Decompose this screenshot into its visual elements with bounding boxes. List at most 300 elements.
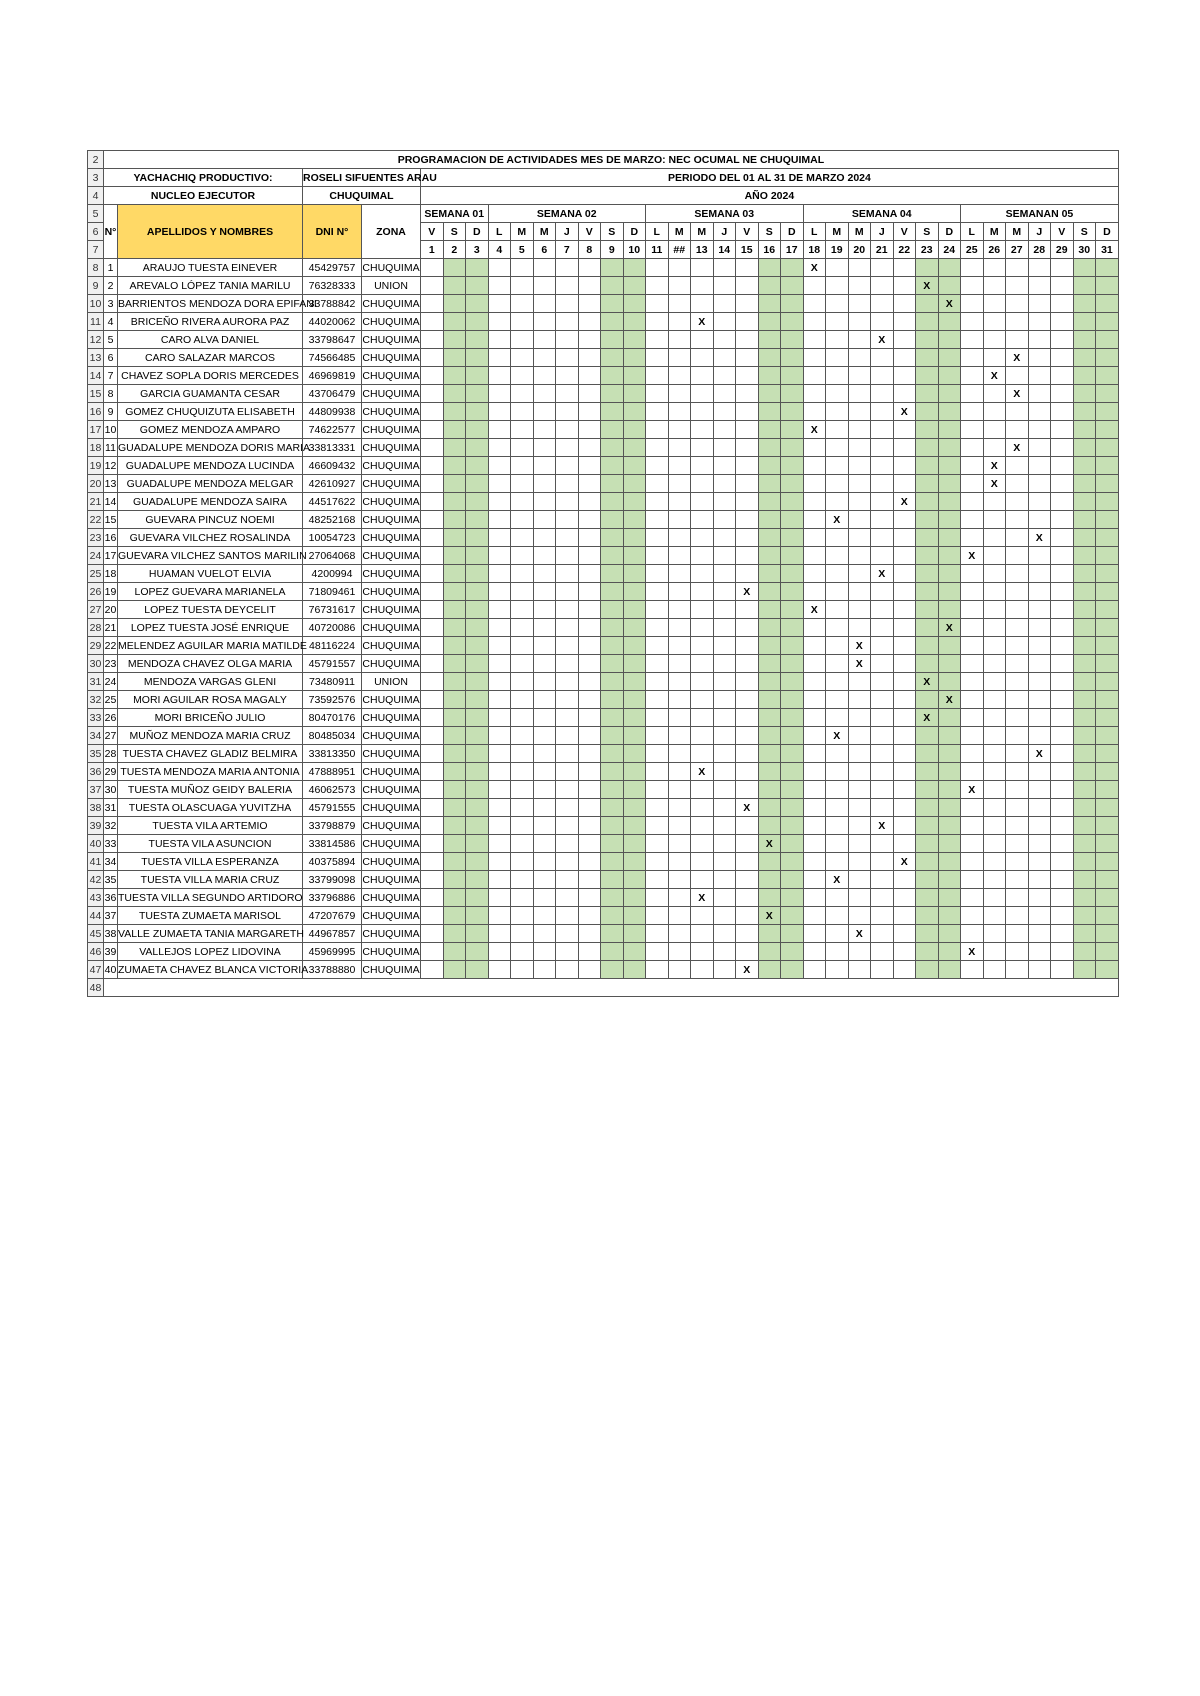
participant-name[interactable]: ZUMAETA CHAVEZ BLANCA VICTORIA — [118, 961, 303, 979]
day-cell[interactable] — [1073, 961, 1096, 979]
activity-mark[interactable]: X — [803, 601, 826, 619]
row-number[interactable]: 35 — [88, 745, 104, 763]
day-cell[interactable] — [736, 367, 759, 385]
day-cell[interactable] — [646, 457, 669, 475]
day-cell[interactable] — [1073, 493, 1096, 511]
day-cell[interactable] — [646, 439, 669, 457]
day-cell[interactable] — [713, 691, 736, 709]
day-cell[interactable] — [758, 421, 781, 439]
day-cell[interactable] — [803, 799, 826, 817]
participant-number[interactable]: 2 — [104, 277, 118, 295]
day-cell[interactable] — [1073, 457, 1096, 475]
day-cell[interactable] — [1028, 421, 1051, 439]
day-cell[interactable] — [646, 727, 669, 745]
participant-number[interactable]: 12 — [104, 457, 118, 475]
day-cell[interactable] — [1028, 259, 1051, 277]
day-cell[interactable] — [713, 763, 736, 781]
day-cell[interactable] — [646, 655, 669, 673]
day-cell[interactable] — [713, 637, 736, 655]
day-cell[interactable] — [488, 709, 511, 727]
day-cell[interactable] — [511, 403, 534, 421]
day-cell[interactable] — [443, 961, 466, 979]
day-cell[interactable] — [1073, 313, 1096, 331]
day-cell[interactable] — [758, 259, 781, 277]
day-cell[interactable] — [466, 313, 489, 331]
day-cell[interactable] — [713, 547, 736, 565]
day-cell[interactable] — [1051, 763, 1074, 781]
activity-mark[interactable]: X — [961, 547, 984, 565]
day-cell[interactable] — [826, 943, 849, 961]
day-cell[interactable] — [1006, 853, 1029, 871]
day-cell[interactable] — [1096, 313, 1119, 331]
participant-dni[interactable]: 43706479 — [303, 385, 362, 403]
day-cell[interactable] — [511, 583, 534, 601]
day-number[interactable]: 17 — [781, 241, 804, 259]
day-cell[interactable] — [983, 889, 1006, 907]
day-cell[interactable] — [938, 529, 961, 547]
day-cell[interactable] — [601, 655, 624, 673]
participant-name[interactable]: LOPEZ TUESTA DEYCELIT — [118, 601, 303, 619]
day-cell[interactable] — [488, 457, 511, 475]
day-cell[interactable] — [803, 727, 826, 745]
day-cell[interactable] — [826, 331, 849, 349]
day-cell[interactable] — [578, 925, 601, 943]
day-cell[interactable] — [511, 529, 534, 547]
day-cell[interactable] — [1006, 637, 1029, 655]
day-cell[interactable] — [601, 727, 624, 745]
day-cell[interactable] — [916, 385, 939, 403]
day-cell[interactable] — [871, 925, 894, 943]
day-cell[interactable] — [691, 583, 714, 601]
day-cell[interactable] — [1051, 727, 1074, 745]
empty-row[interactable] — [104, 979, 1119, 997]
day-cell[interactable] — [803, 889, 826, 907]
day-cell[interactable] — [466, 835, 489, 853]
day-cell[interactable] — [983, 961, 1006, 979]
day-cell[interactable] — [871, 709, 894, 727]
row-number[interactable]: 39 — [88, 817, 104, 835]
day-number[interactable]: 6 — [533, 241, 556, 259]
participant-dni[interactable]: 45791557 — [303, 655, 362, 673]
day-cell[interactable] — [646, 691, 669, 709]
day-cell[interactable] — [736, 295, 759, 313]
day-cell[interactable] — [961, 673, 984, 691]
day-cell[interactable] — [691, 817, 714, 835]
day-cell[interactable] — [781, 439, 804, 457]
day-letter[interactable]: D — [623, 223, 646, 241]
day-cell[interactable] — [758, 457, 781, 475]
day-cell[interactable] — [668, 709, 691, 727]
day-cell[interactable] — [623, 871, 646, 889]
participant-number[interactable]: 20 — [104, 601, 118, 619]
day-cell[interactable] — [1051, 799, 1074, 817]
day-cell[interactable] — [601, 367, 624, 385]
day-cell[interactable] — [871, 763, 894, 781]
day-cell[interactable] — [1073, 637, 1096, 655]
day-cell[interactable] — [466, 637, 489, 655]
day-cell[interactable] — [466, 367, 489, 385]
day-letter[interactable]: V — [893, 223, 916, 241]
day-cell[interactable] — [1051, 889, 1074, 907]
day-cell[interactable] — [668, 853, 691, 871]
day-cell[interactable] — [578, 511, 601, 529]
activity-mark[interactable]: X — [983, 367, 1006, 385]
day-cell[interactable] — [578, 799, 601, 817]
day-cell[interactable] — [983, 925, 1006, 943]
day-number[interactable]: 11 — [646, 241, 669, 259]
participant-zona[interactable]: CHUQUIMA — [362, 853, 421, 871]
day-cell[interactable] — [1006, 763, 1029, 781]
day-cell[interactable] — [1096, 763, 1119, 781]
day-cell[interactable] — [713, 961, 736, 979]
participant-number[interactable]: 23 — [104, 655, 118, 673]
day-cell[interactable] — [938, 673, 961, 691]
day-cell[interactable] — [1006, 889, 1029, 907]
day-cell[interactable] — [1096, 259, 1119, 277]
day-cell[interactable] — [421, 349, 444, 367]
day-cell[interactable] — [488, 655, 511, 673]
day-cell[interactable] — [1028, 403, 1051, 421]
day-cell[interactable] — [668, 601, 691, 619]
day-cell[interactable] — [736, 457, 759, 475]
day-cell[interactable] — [961, 619, 984, 637]
day-cell[interactable] — [736, 475, 759, 493]
day-cell[interactable] — [511, 511, 534, 529]
day-cell[interactable] — [938, 745, 961, 763]
day-cell[interactable] — [1006, 583, 1029, 601]
day-cell[interactable] — [871, 619, 894, 637]
day-cell[interactable] — [781, 421, 804, 439]
day-cell[interactable] — [803, 385, 826, 403]
day-cell[interactable] — [601, 439, 624, 457]
participant-zona[interactable]: CHUQUIMA — [362, 907, 421, 925]
day-cell[interactable] — [421, 313, 444, 331]
day-cell[interactable] — [556, 385, 579, 403]
day-cell[interactable] — [443, 853, 466, 871]
day-cell[interactable] — [1096, 799, 1119, 817]
day-cell[interactable] — [916, 727, 939, 745]
day-cell[interactable] — [1073, 511, 1096, 529]
day-cell[interactable] — [421, 529, 444, 547]
day-cell[interactable] — [578, 781, 601, 799]
day-cell[interactable] — [803, 637, 826, 655]
row-number[interactable]: 28 — [88, 619, 104, 637]
day-cell[interactable] — [623, 925, 646, 943]
day-cell[interactable] — [533, 367, 556, 385]
row-number[interactable]: 31 — [88, 673, 104, 691]
day-cell[interactable] — [803, 763, 826, 781]
day-cell[interactable] — [691, 403, 714, 421]
day-cell[interactable] — [443, 421, 466, 439]
day-letter[interactable]: J — [871, 223, 894, 241]
day-cell[interactable] — [736, 421, 759, 439]
day-cell[interactable] — [826, 565, 849, 583]
day-cell[interactable] — [961, 511, 984, 529]
day-cell[interactable] — [1028, 493, 1051, 511]
day-cell[interactable] — [961, 349, 984, 367]
participant-number[interactable]: 15 — [104, 511, 118, 529]
day-cell[interactable] — [736, 673, 759, 691]
day-cell[interactable] — [916, 961, 939, 979]
day-cell[interactable] — [803, 835, 826, 853]
day-cell[interactable] — [601, 565, 624, 583]
participant-zona[interactable]: CHUQUIMA — [362, 367, 421, 385]
day-cell[interactable] — [983, 727, 1006, 745]
day-cell[interactable] — [1028, 835, 1051, 853]
day-cell[interactable] — [623, 331, 646, 349]
day-cell[interactable] — [736, 727, 759, 745]
day-cell[interactable] — [646, 763, 669, 781]
participant-zona[interactable]: CHUQUIMA — [362, 745, 421, 763]
day-cell[interactable] — [713, 601, 736, 619]
day-cell[interactable] — [871, 745, 894, 763]
participant-number[interactable]: 30 — [104, 781, 118, 799]
participant-zona[interactable]: CHUQUIMA — [362, 385, 421, 403]
day-cell[interactable] — [1051, 331, 1074, 349]
participant-name[interactable]: MORI AGUILAR ROSA MAGALY — [118, 691, 303, 709]
day-cell[interactable] — [466, 889, 489, 907]
day-cell[interactable] — [758, 439, 781, 457]
day-cell[interactable] — [691, 709, 714, 727]
day-cell[interactable] — [556, 403, 579, 421]
day-cell[interactable] — [1028, 907, 1051, 925]
day-cell[interactable] — [961, 313, 984, 331]
day-cell[interactable] — [668, 313, 691, 331]
row-number[interactable]: 37 — [88, 781, 104, 799]
day-number[interactable]: 9 — [601, 241, 624, 259]
day-number[interactable]: 10 — [623, 241, 646, 259]
day-cell[interactable] — [871, 475, 894, 493]
day-cell[interactable] — [871, 799, 894, 817]
day-cell[interactable] — [421, 799, 444, 817]
activity-mark[interactable]: X — [848, 637, 871, 655]
activity-mark[interactable]: X — [983, 475, 1006, 493]
day-cell[interactable] — [421, 727, 444, 745]
participant-dni[interactable]: 80485034 — [303, 727, 362, 745]
day-cell[interactable] — [758, 709, 781, 727]
day-cell[interactable] — [848, 529, 871, 547]
day-cell[interactable] — [803, 439, 826, 457]
day-cell[interactable] — [713, 313, 736, 331]
day-cell[interactable] — [466, 745, 489, 763]
day-cell[interactable] — [488, 601, 511, 619]
day-cell[interactable] — [938, 403, 961, 421]
day-cell[interactable] — [871, 493, 894, 511]
day-number[interactable]: 18 — [803, 241, 826, 259]
day-cell[interactable] — [871, 511, 894, 529]
participant-name[interactable]: HUAMAN VUELOT ELVIA — [118, 565, 303, 583]
day-cell[interactable] — [848, 745, 871, 763]
day-cell[interactable] — [511, 601, 534, 619]
day-cell[interactable] — [848, 817, 871, 835]
day-cell[interactable] — [511, 763, 534, 781]
day-cell[interactable] — [826, 835, 849, 853]
day-cell[interactable] — [1073, 475, 1096, 493]
day-cell[interactable] — [848, 961, 871, 979]
day-cell[interactable] — [893, 565, 916, 583]
nucleo-value[interactable]: CHUQUIMAL — [303, 187, 421, 205]
day-cell[interactable] — [691, 745, 714, 763]
day-cell[interactable] — [1051, 457, 1074, 475]
day-cell[interactable] — [646, 295, 669, 313]
activity-mark[interactable]: X — [736, 583, 759, 601]
participant-zona[interactable]: CHUQUIMA — [362, 349, 421, 367]
day-cell[interactable] — [578, 745, 601, 763]
participant-name[interactable]: ARAUJO TUESTA EINEVER — [118, 259, 303, 277]
day-cell[interactable] — [601, 943, 624, 961]
day-letter[interactable]: V — [1051, 223, 1074, 241]
day-cell[interactable] — [1096, 853, 1119, 871]
day-number[interactable]: 25 — [961, 241, 984, 259]
day-cell[interactable] — [488, 763, 511, 781]
row-number[interactable]: 26 — [88, 583, 104, 601]
day-cell[interactable] — [1006, 457, 1029, 475]
day-cell[interactable] — [871, 655, 894, 673]
day-cell[interactable] — [691, 349, 714, 367]
participant-name[interactable]: LOPEZ GUEVARA MARIANELA — [118, 583, 303, 601]
day-cell[interactable] — [443, 871, 466, 889]
participant-dni[interactable]: 10054723 — [303, 529, 362, 547]
day-cell[interactable] — [511, 961, 534, 979]
day-cell[interactable] — [466, 727, 489, 745]
day-cell[interactable] — [1096, 547, 1119, 565]
day-cell[interactable] — [466, 655, 489, 673]
day-letter[interactable]: S — [601, 223, 624, 241]
day-cell[interactable] — [1051, 565, 1074, 583]
day-cell[interactable] — [826, 799, 849, 817]
day-cell[interactable] — [1096, 565, 1119, 583]
day-cell[interactable] — [488, 853, 511, 871]
day-cell[interactable] — [623, 727, 646, 745]
day-cell[interactable] — [983, 565, 1006, 583]
day-cell[interactable] — [601, 961, 624, 979]
day-cell[interactable] — [1073, 799, 1096, 817]
day-cell[interactable] — [758, 403, 781, 421]
day-cell[interactable] — [826, 673, 849, 691]
day-cell[interactable] — [511, 799, 534, 817]
day-cell[interactable] — [421, 385, 444, 403]
day-cell[interactable] — [983, 817, 1006, 835]
participant-name[interactable]: TUESTA ZUMAETA MARISOL — [118, 907, 303, 925]
day-letter[interactable]: M — [848, 223, 871, 241]
activity-mark[interactable]: X — [916, 277, 939, 295]
participant-dni[interactable]: 33788880 — [303, 961, 362, 979]
day-cell[interactable] — [781, 925, 804, 943]
day-cell[interactable] — [556, 295, 579, 313]
participant-name[interactable]: GOMEZ CHUQUIZUTA ELISABETH — [118, 403, 303, 421]
day-cell[interactable] — [421, 439, 444, 457]
day-cell[interactable] — [938, 637, 961, 655]
day-cell[interactable] — [848, 439, 871, 457]
day-cell[interactable] — [916, 367, 939, 385]
day-cell[interactable] — [601, 907, 624, 925]
day-cell[interactable] — [713, 619, 736, 637]
day-cell[interactable] — [983, 403, 1006, 421]
day-cell[interactable] — [893, 727, 916, 745]
day-cell[interactable] — [646, 493, 669, 511]
participant-name[interactable]: AREVALO LÓPEZ TANIA MARILU — [118, 277, 303, 295]
day-cell[interactable] — [1073, 565, 1096, 583]
day-cell[interactable] — [601, 313, 624, 331]
day-cell[interactable] — [421, 655, 444, 673]
day-cell[interactable] — [488, 511, 511, 529]
day-cell[interactable] — [826, 889, 849, 907]
day-cell[interactable] — [781, 259, 804, 277]
day-cell[interactable] — [691, 277, 714, 295]
day-letter[interactable]: D — [1096, 223, 1119, 241]
day-cell[interactable] — [803, 457, 826, 475]
day-cell[interactable] — [421, 925, 444, 943]
day-cell[interactable] — [511, 313, 534, 331]
participant-name[interactable]: CHAVEZ SOPLA DORIS MERCEDES — [118, 367, 303, 385]
day-cell[interactable] — [781, 493, 804, 511]
day-cell[interactable] — [893, 349, 916, 367]
day-cell[interactable] — [443, 277, 466, 295]
participant-name[interactable]: TUESTA VILLA SEGUNDO ARTIDORO — [118, 889, 303, 907]
participant-dni[interactable]: 33796886 — [303, 889, 362, 907]
day-cell[interactable] — [1073, 385, 1096, 403]
day-cell[interactable] — [466, 673, 489, 691]
day-cell[interactable] — [1028, 961, 1051, 979]
day-cell[interactable] — [601, 889, 624, 907]
day-cell[interactable] — [646, 277, 669, 295]
day-cell[interactable] — [578, 565, 601, 583]
participant-zona[interactable]: CHUQUIMA — [362, 835, 421, 853]
day-cell[interactable] — [893, 601, 916, 619]
day-cell[interactable] — [511, 889, 534, 907]
day-cell[interactable] — [601, 853, 624, 871]
day-cell[interactable] — [556, 475, 579, 493]
day-cell[interactable] — [736, 529, 759, 547]
activity-mark[interactable]: X — [1006, 385, 1029, 403]
participant-dni[interactable]: 33798879 — [303, 817, 362, 835]
day-cell[interactable] — [511, 259, 534, 277]
row-number[interactable]: 23 — [88, 529, 104, 547]
day-cell[interactable] — [443, 493, 466, 511]
day-cell[interactable] — [466, 583, 489, 601]
day-cell[interactable] — [668, 475, 691, 493]
day-cell[interactable] — [646, 745, 669, 763]
day-cell[interactable] — [961, 457, 984, 475]
day-cell[interactable] — [691, 367, 714, 385]
day-cell[interactable] — [601, 547, 624, 565]
participant-dni[interactable]: 40375894 — [303, 853, 362, 871]
day-cell[interactable] — [1051, 529, 1074, 547]
day-cell[interactable] — [466, 943, 489, 961]
day-cell[interactable] — [623, 565, 646, 583]
day-cell[interactable] — [488, 619, 511, 637]
day-cell[interactable] — [1073, 367, 1096, 385]
participant-number[interactable]: 3 — [104, 295, 118, 313]
day-cell[interactable] — [601, 403, 624, 421]
participant-dni[interactable]: 74566485 — [303, 349, 362, 367]
day-cell[interactable] — [668, 745, 691, 763]
day-cell[interactable] — [1051, 961, 1074, 979]
day-cell[interactable] — [668, 295, 691, 313]
day-cell[interactable] — [736, 331, 759, 349]
day-cell[interactable] — [848, 727, 871, 745]
day-cell[interactable] — [623, 493, 646, 511]
participant-dni[interactable]: 46969819 — [303, 367, 362, 385]
day-cell[interactable] — [578, 691, 601, 709]
day-cell[interactable] — [488, 475, 511, 493]
participant-dni[interactable]: 44020062 — [303, 313, 362, 331]
day-cell[interactable] — [533, 853, 556, 871]
day-cell[interactable] — [1028, 475, 1051, 493]
day-cell[interactable] — [511, 727, 534, 745]
day-cell[interactable] — [533, 727, 556, 745]
participant-dni[interactable]: 74622577 — [303, 421, 362, 439]
